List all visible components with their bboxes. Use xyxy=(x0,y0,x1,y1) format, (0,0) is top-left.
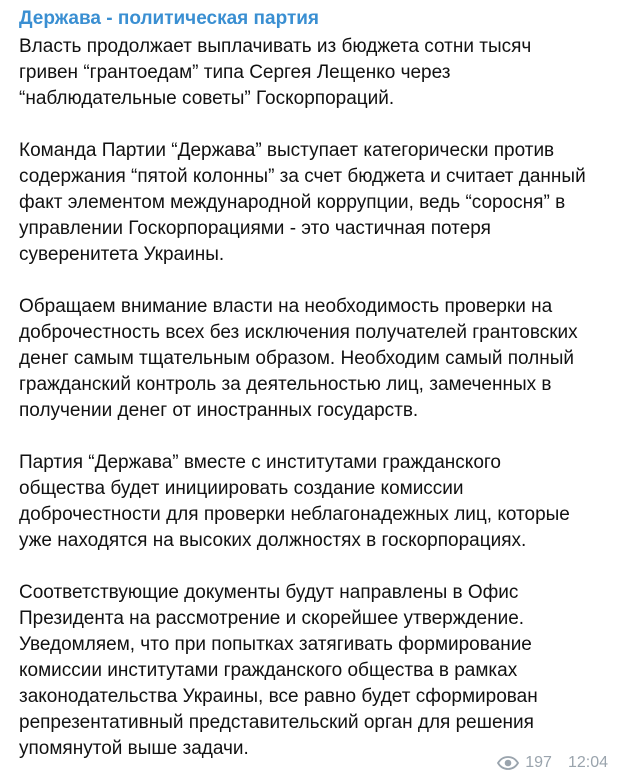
message-paragraph xyxy=(19,450,612,554)
message-line: получении денег от иностранных государств. xyxy=(19,400,419,421)
message-line: доброчестности для проверки неблагонадежных лиц, которые xyxy=(19,504,570,525)
message-line: гривен “грантоедам” типа Сергея Лещенко через xyxy=(19,62,451,83)
message-paragraph xyxy=(19,580,612,762)
message-line: Президента на рассмотрение и скорейшее утверждение. xyxy=(19,608,525,629)
message-line: управлении Госкорпорациями - это частичная потеря xyxy=(19,218,491,239)
message-line: упомянутой выше задачи. xyxy=(19,738,249,759)
message-line: доброчестность всех без исключения получателей грантовских xyxy=(19,322,578,343)
message-line: Обращаем внимание власти на необходимость проверки на xyxy=(19,296,553,317)
eye-icon xyxy=(497,756,519,770)
message-line: Соответствующие документы будут направлены в Офис xyxy=(19,582,519,603)
message-line: общества будет инициировать создание комиссии xyxy=(19,478,464,499)
message-line: законодательства Украины, все равно будет сформирован xyxy=(19,686,538,707)
message-line: уже находятся на высоких должностях в госкорпорациях. xyxy=(19,530,527,551)
message-line: Команда Партии “Держава” выступает категорически против xyxy=(19,140,555,161)
message-line: факт элементом международной коррупции, ведь “соросня” в xyxy=(19,192,566,213)
message-line: репрезентативный представительский орган для решения xyxy=(19,712,534,733)
message-line: гражданский контроль за деятельностью лиц, замеченных в xyxy=(19,374,552,395)
message-paragraph xyxy=(19,34,612,112)
channel-name[interactable]: Держава - политическая партия xyxy=(19,8,320,29)
message-paragraph xyxy=(19,294,612,424)
message-line: Партия “Держава” вместе с институтами гражданского xyxy=(19,452,501,473)
message-meta xyxy=(497,754,608,772)
message-line: “наблюдательные советы” Госкорпораций. xyxy=(19,88,395,109)
message-time: 12:04 xyxy=(567,754,608,771)
message-line: содержания “пятой колонны” за счет бюджета и считает данный xyxy=(19,166,586,187)
message-line: суверенитета Украины. xyxy=(19,244,225,265)
message-line: Уведомляем, что при попытках затягивать формирование xyxy=(19,634,532,655)
message-paragraph xyxy=(19,138,612,268)
message-line: денег самым тщательным образом. Необходим самый полный xyxy=(19,348,575,369)
message-text xyxy=(19,34,612,762)
message-line: Власть продолжает выплачивать из бюджета сотни тысяч xyxy=(19,36,532,57)
message-line: комиссии институтами гражданского общества в рамках xyxy=(19,660,518,681)
view-count: 197 xyxy=(525,754,552,771)
